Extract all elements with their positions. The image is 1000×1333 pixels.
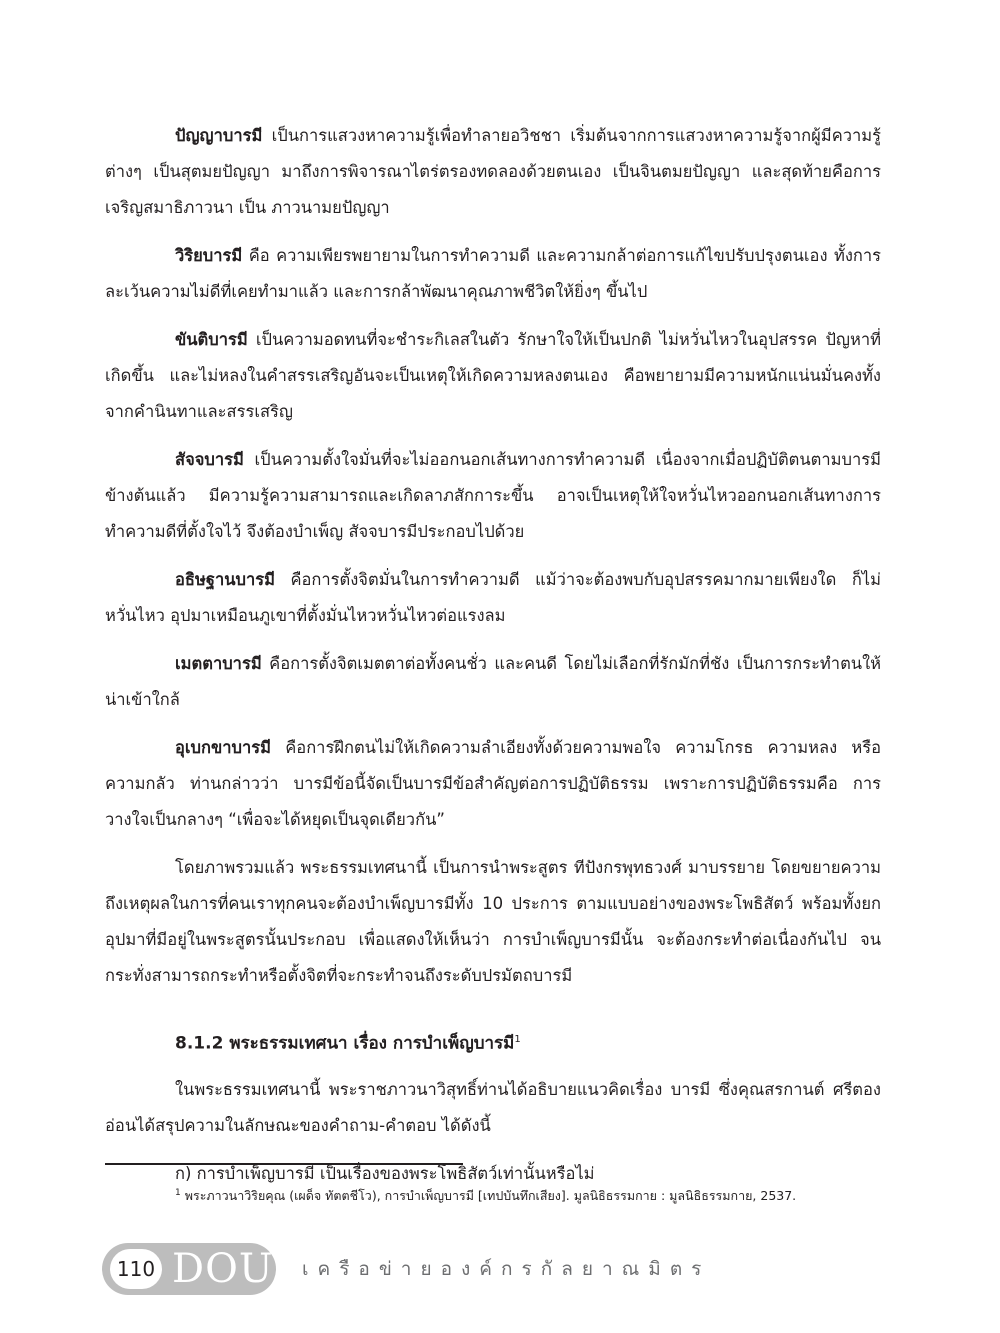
paragraph-sacca-barami <box>105 442 881 550</box>
paragraph-adhitthana-barami <box>105 562 881 634</box>
page-number: 110 <box>110 1249 162 1289</box>
paragraph-summary <box>105 850 881 994</box>
paragraph-text: เป็นความอดทนที่จะชำระกิเลสในตัว รักษาใจให้เป็นปกติ ไม่หวั่นไหวในอุปสรรค ปัญหาที่เกิดขึ้น และไม่หลงในคำสรรเสริญอันจะเป็นเหตุให้เกิดความหลงตนเอง คือพยายามมีความหนักแน่นมั่นคงทั้งจากคำนินทาและสรรเสริญ <box>105 330 881 421</box>
term-bold: เมตตาบารมี <box>175 654 262 673</box>
footnote <box>175 1183 885 1206</box>
term-bold: วิริยบารมี <box>175 246 243 265</box>
paragraph-metta-barami <box>105 646 881 718</box>
footer-tagline: เครือข่ายองค์กรกัลยาณมิตร <box>302 1258 711 1280</box>
paragraph-panya-barami <box>105 118 881 226</box>
section-paragraph: ในพระธรรมเทศนานี้ พระราชภาวนาวิสุทธิ์ท่านได้อธิบายแนวคิดเรื่อง บารมี ซึ่งคุณสรกานต์ ศรีตองอ่อนได้สรุปความในลักษณะของคำถาม-คำตอบ ได้ดังนี้ <box>105 1079 881 1135</box>
paragraph-viriya-barami <box>105 238 881 310</box>
page-footer <box>102 1243 902 1299</box>
footnote-divider <box>105 1163 463 1165</box>
paragraph-text: โดยภาพรวมแล้ว พระธรรมเทศนานี้ เป็นการนำพระสูตร ทีปังกรพุทธวงศ์ มาบรรยาย โดยขยายความถึงเหตุผลในการที่คนเราทุกคนจะต้องบำเพ็ญบารมีทั้ง 10 ประการ ตามแบบอย่างของพระโพธิสัตว์ พร้อมทั้งยกอุปมาที่มีอยู่ในพระสูตรนั้นประกอบ เพื่อแสดงให้เห็นว่า การบำเพ็ญบารมีนั้น จะต้องกระทำต่อเนื่องกันไป จนกระทั่งสามารถกระทำหรือตั้งจิตที่จะกระทำจนถึงระดับปรมัตถบารมี <box>105 858 881 985</box>
paragraph-upekkha-barami <box>105 730 881 838</box>
section-paragraph: ก) การบำเพ็ญบารมี เป็นเรื่องของพระโพธิสัตว์เท่านั้นหรือไม่ <box>175 1163 595 1183</box>
paragraph-text: เป็นการแสวงหาความรู้เพื่อทำลายอวิชชา เริ่มต้นจากการแสวงหาความรู้จากผู้มีความรู้ต่างๆ เป็นสุตมยปัญญา มาถึงการพิจารณาไตร่ตรองทดลองด้วยตนเอง เป็นจินตมยปัญญา และสุดท้ายคือการเจริญสมาธิภาวนา เป็น ภาวนามยปัญญา <box>105 126 881 217</box>
paragraph-text: คือการฝึกตนไม่ให้เกิดความลำเอียงทั้งด้วยความพอใจ ความโกรธ ความหลง หรือความกลัว ท่านกล่าวว่า บารมีข้อนี้จัดเป็นบารมีข้อสำคัญต่อการปฏิบัติธรรม เพราะการปฏิบัติธรรมคือ การวางใจเป็นกลางๆ “เพื่อจะได้หยุดเป็นจุดเดียวกัน” <box>105 738 881 829</box>
paragraph-khanti-barami <box>105 322 881 430</box>
term-bold: ปัญญาบารมี <box>175 126 263 145</box>
body-text <box>105 118 881 1204</box>
paragraph-text: เป็นความตั้งใจมั่นที่จะไม่ออกนอกเส้นทางการทำความดี เนื่องจากเมื่อปฏิบัติตนตามบารมีข้างต้นแล้ว มีความรู้ความสามารถและเกิดลาภสักการะขึ้น อาจเป็นเหตุให้ใจหวั่นไหวออกนอกเส้นทางการทำความดีที่ตั้งใจไว้ จึงต้องบำเพ็ญ สัจจบารมีประกอบไปด้วย <box>105 450 881 541</box>
dou-logo: DOU <box>172 1246 274 1292</box>
term-bold: ขันติบารมี <box>175 330 248 349</box>
page-badge <box>102 1243 276 1295</box>
term-bold: อุเบกขาบารมี <box>175 738 272 757</box>
footnote-text: พระภาวนาวิริยคุณ (เผด็จ ทัตตชีโว), การบำเพ็ญบารมี [เทปบันทึกเสียง]. มูลนิธิธรรมกาย : มูลนิธิธรรมกาย, 2537. <box>184 1188 797 1204</box>
paragraph-text: คือการตั้งจิตมั่นในการทำความดี แม้ว่าจะต้องพบกับอุปสรรคมากมายเพียงใด ก็ไม่หวั่นไหว อุปมาเหมือนภูเขาที่ตั้งมั่นไหวหวั่นไหวต่อแรงลม <box>105 570 881 625</box>
footnote-reference[interactable]: 1 <box>514 1034 521 1045</box>
term-bold: สัจจบารมี <box>175 450 244 469</box>
footnote-number: 1 <box>175 1188 181 1198</box>
paragraph-text: คือการตั้งจิตเมตตาต่อทั้งคนชั่ว และคนดี โดยไม่เลือกที่รักมักที่ชัง เป็นการกระทำตนให้น่าเข้าใกล้ <box>105 654 881 709</box>
term-bold: อธิษฐานบารมี <box>175 570 275 589</box>
section-heading-text: 8.1.2 พระธรรมเทศนา เรื่อง การบำเพ็ญบารมี <box>175 1033 515 1054</box>
paragraph-text: คือ ความเพียรพยายามในการทำความดี และความกล้าต่อการแก้ไขปรับปรุงตนเอง ทั้งการละเว้นความไม่ดีที่เคยทำมาแล้ว และการกล้าพัฒนาคุณภาพชีวิตให้ยิ่งๆ ขึ้นไป <box>105 246 881 301</box>
section-heading <box>175 1022 881 1062</box>
